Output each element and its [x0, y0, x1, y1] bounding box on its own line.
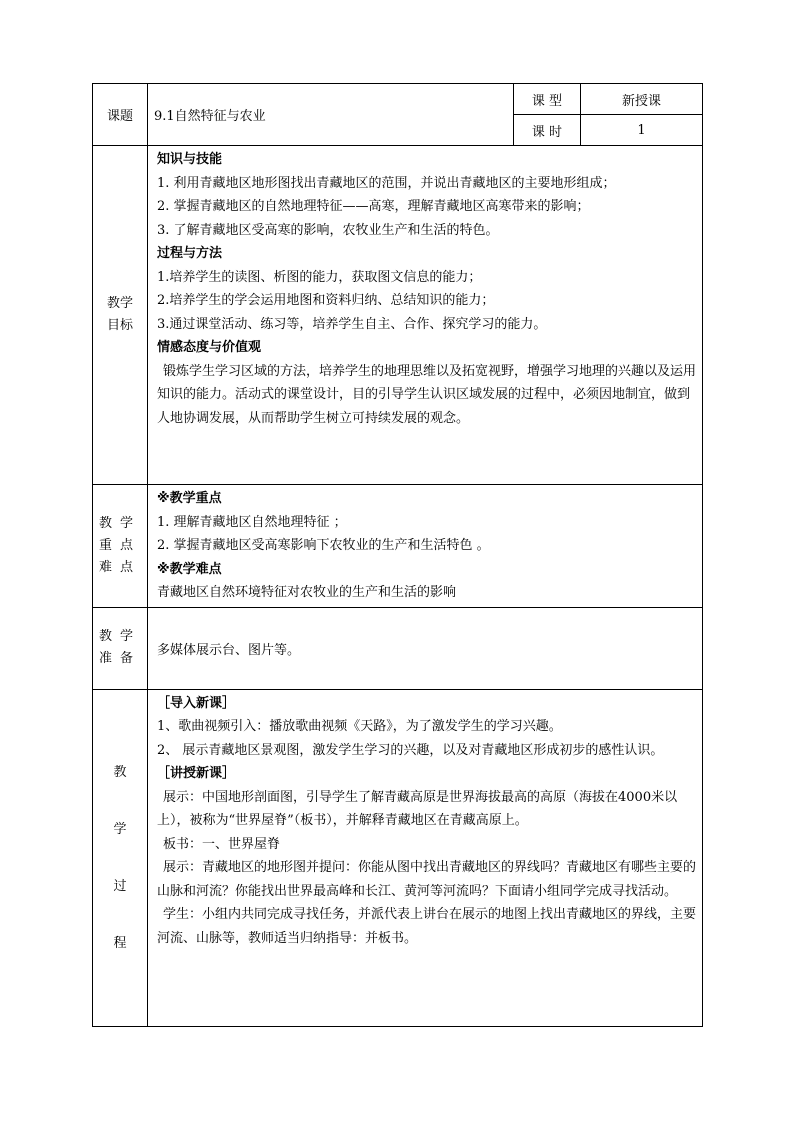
intro-title: ［导入新课］: [157, 695, 236, 711]
preparation-label-line-1: 教学: [98, 629, 141, 644]
key-points-row: [93, 485, 703, 608]
process-label-char-2: 学: [113, 821, 127, 837]
preparation-row: [93, 607, 703, 689]
objectives-label-line-2: 目标: [106, 318, 133, 333]
knowledge-item-2: 2. 掌握青藏地区的自然地理特征——高寒，理解青藏地区高寒带来的影响；: [157, 199, 590, 214]
lecture-item-4: 学生：小组内共同完成寻找任务，并派代表上讲台在展示的地图上找出青藏地区的界线，主要河流、山脉等，教师适当归纳指导：并板书。: [157, 907, 697, 946]
attitude-title: 情感态度与价值观: [157, 340, 262, 355]
process-label-char-1: 教: [113, 764, 127, 780]
intro-item-1: 1、歌曲视频引入：播放歌曲视频《天路》，为了激发学生的学习兴趣。: [157, 719, 562, 734]
preparation-label: [93, 607, 148, 689]
objectives-label-line-1: 教学: [106, 296, 133, 311]
key-points-label-line-2: 重点: [98, 537, 141, 553]
lecture-item-1: 展示：中国地形剖面图，引导学生了解青藏高原是世界海拔最高的高原（海拔在4000米以上），被称为“世界屋脊”（板书），并解释青藏地区在青藏高原上。: [157, 789, 678, 828]
key-points-label-line-1: 教学: [98, 515, 141, 531]
knowledge-title: 知识与技能: [157, 152, 223, 167]
objectives-content: [148, 146, 703, 485]
process-method-item-3: 3.通过课堂活动、练习等，培养学生自主、合作、探究学习的能力。: [157, 316, 547, 332]
type-value: 新授课: [581, 84, 703, 115]
lecture-item-3: 展示：青藏地区的地形图并提问：你能从图中找出青藏地区的界线吗？青藏地区有哪些主要的山脉和河流？你能找出世界最高峰和长江、黄河等河流吗？下面请小组同学完成寻找活动。: [157, 860, 697, 899]
lecture-title: ［讲授新课］: [157, 766, 236, 781]
process-method-title: 过程与方法: [157, 246, 223, 261]
topic-label: 课题: [93, 84, 148, 146]
objectives-label: [93, 146, 148, 485]
objectives-row: [93, 146, 703, 485]
type-label: 课 型: [514, 84, 581, 115]
difficult-text: 青藏地区自然环境特征对农牧业的生产和生活的影响: [157, 585, 457, 600]
process-label: [93, 689, 148, 1026]
knowledge-item-1: 1. 利用青藏地区地形图找出青藏地区的范围，并说出青藏地区的主要地形组成；: [157, 175, 616, 191]
intro-item-2: 2、 展示青藏地区景观图，激发学生学习的兴趣，以及对青藏地区形成初步的感性认识。: [157, 742, 664, 758]
key-item-2: 2. 掌握青藏地区受高寒影响下农牧业的生产和生活特色 。: [157, 538, 490, 553]
hours-value: 1: [581, 115, 703, 146]
key-points-label-line-3: 难点: [98, 559, 141, 575]
process-content: [148, 689, 703, 1026]
lecture-item-2: 板书：一、世界屋脊: [163, 836, 281, 852]
key-item-1: 1. 理解青藏地区自然地理特征 ；: [157, 514, 347, 530]
preparation-label-line-2: 准备: [98, 651, 141, 666]
process-label-char-3: 过: [113, 878, 127, 894]
preparation-text: 多媒体展示台、图片等。: [148, 607, 703, 689]
key-points-label: [93, 485, 148, 608]
knowledge-item-3: 3. 了解青藏地区受高寒的影响，农牧业生产和生活的特色。: [157, 222, 499, 238]
process-label-char-4: 程: [113, 935, 127, 951]
process-method-item-1: 1.培养学生的读图、析图的能力，获取图文信息的能力；: [157, 269, 482, 285]
key-points-content: [148, 485, 703, 608]
key-title: ※教学重点: [157, 491, 222, 506]
header-row-type: [93, 84, 703, 115]
process-method-item-2: 2.培养学生的学会运用地图和资料归纳、总结知识的能力；: [157, 293, 495, 308]
lesson-plan-table: [92, 83, 703, 1027]
hours-label: 课 时: [514, 115, 581, 146]
attitude-text: 锻炼学生学习区域的方法，培养学生的地理思维以及拓宽视野，增强学习地理的兴趣以及运用知识的能力。活动式的课堂设计，目的引导学生认识区域发展的过程中，必须因地制宜，做到人地协调发展，从而帮助学生树立可持续发展的观念。: [157, 363, 697, 426]
topic-value: 9.1自然特征与农业: [148, 84, 514, 146]
process-row: [93, 689, 703, 1026]
difficult-title: ※教学难点: [157, 561, 222, 577]
